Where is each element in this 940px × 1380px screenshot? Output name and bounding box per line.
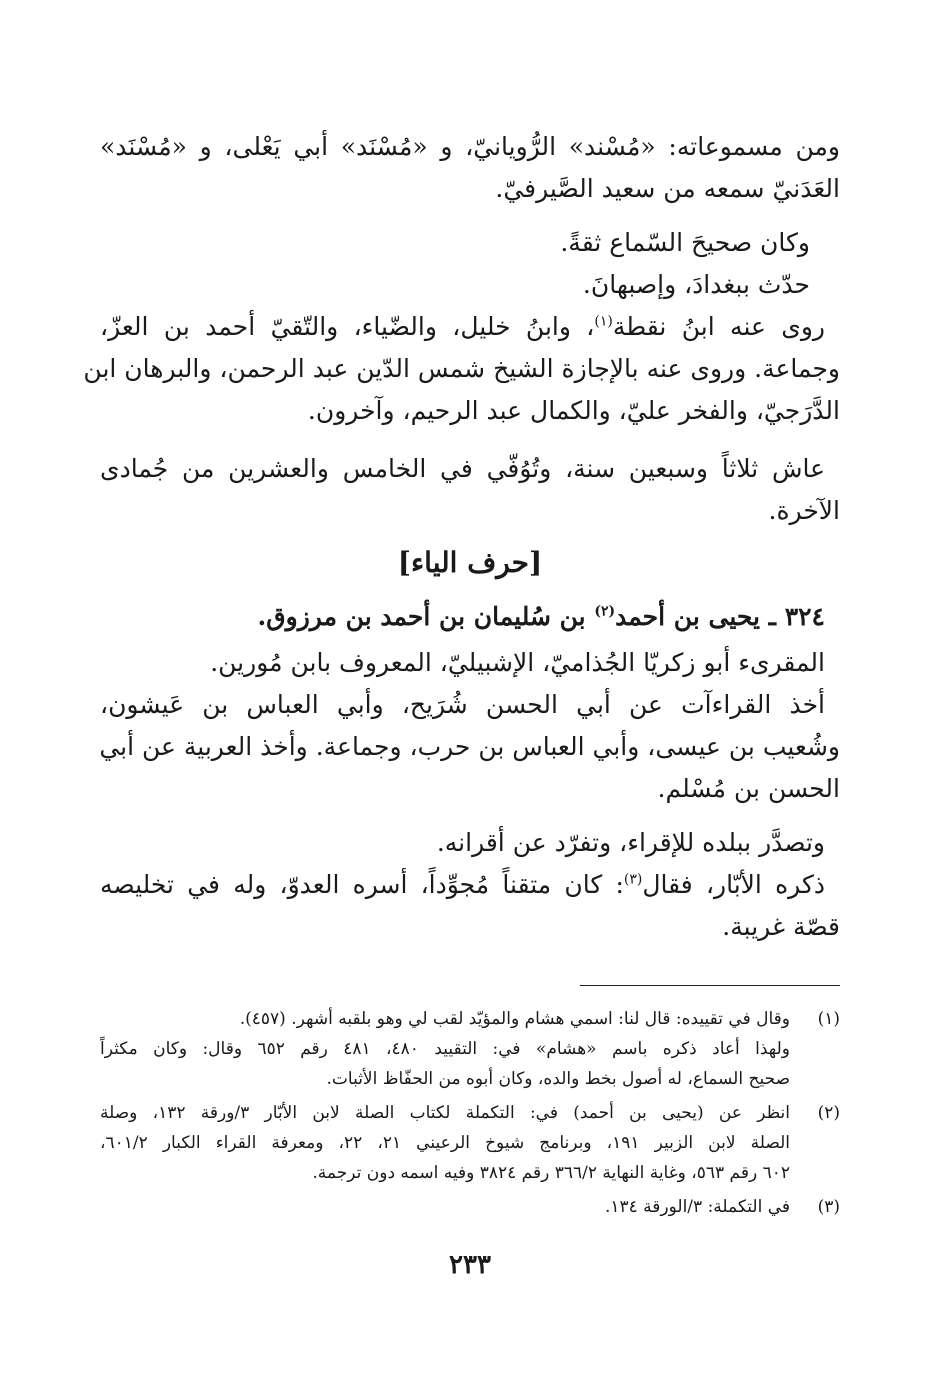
- paragraph-line: وشُعيب بن عيسى، وأبي العباس بن حرب، وجماعة. وأخذ العربية عن أبي: [99, 732, 840, 761]
- section-heading: [حرف الياء]: [397, 546, 543, 579]
- paragraph-line: أخذ القراءآت عن أبي الحسن شُرَيح، وأبي العباس بن عَيشون،: [100, 690, 825, 719]
- paragraph-line: وجماعة. وروى عنه بالإجازة الشيخ شمس الدّين عبد الرحمن، والبرهان ابن: [83, 354, 840, 383]
- text-run: ، وابنُ خليل، والضّياء، والتّقيّ أحمد بن العزّ،: [100, 312, 595, 341]
- footnote-line: انظر عن (يحيى بن أحمد) في: التكملة لكتاب الصلة لابن الأبّار ٣/ورقة ١٣٢، وصلة: [100, 1103, 791, 1123]
- footnote-line: في التكملة: ٣/الورقة ١٣٤.: [604, 1197, 790, 1217]
- page-number: ٢٣٣: [449, 1250, 491, 1280]
- paragraph-line: الدَّرَجيّ، والفخر عليّ، والكمال عبد الرحيم، وآخرون.: [307, 396, 840, 425]
- paragraph-line: حدّث ببغدادَ، وإصبهانَ.: [582, 270, 810, 299]
- text-run: روى عنه ابنُ نقطة: [612, 312, 825, 341]
- footnote-number: (١): [817, 1009, 840, 1029]
- footnote-number: (٢): [817, 1103, 840, 1123]
- entry-name: ٣٢٤ ـ يحيى بن أحمد: [615, 602, 825, 631]
- footnote-line: صحيح السماع، له أصول بخط والده، وكان أبوه من الحفّاظ الأثبات.: [326, 1069, 790, 1089]
- footnote-line: الصلة لابن الزبير ١٩١، وبرنامج شيوخ الرعيني ٢١، ٢٢، ومعرفة القراء الكبار ٦٠١/٢،: [100, 1133, 790, 1153]
- footnote-ref[interactable]: (١): [594, 313, 613, 330]
- text-run: : كان متقناً مُجوِّداً، أسره العدوّ، وله في تخليصه: [100, 870, 624, 899]
- paragraph-line: وتصدَّر ببلده للإقراء، وتفرّد عن أقرانه.: [436, 828, 825, 857]
- entry-name-rest: بن سُليمان بن أحمد بن مرزوق.: [257, 602, 595, 631]
- paragraph-line: عاش ثلاثاً وسبعين سنة، وتُوُفّي في الخامس والعشرين من جُمادى: [100, 454, 825, 483]
- text-run: ذكره الأبّار، فقال: [642, 870, 826, 899]
- footnote-separator: [580, 985, 840, 986]
- paragraph-line: [100, 304, 825, 350]
- paragraph-line: قصّة غريبة.: [722, 912, 840, 941]
- paragraph-line: العَدَنيّ سمعه من سعيد الصَّيرفيّ.: [495, 174, 840, 203]
- paragraph-line: المقرىء أبو زكريّا الجُذاميّ، الإشبيليّ، المعروف بابن مُورين.: [210, 648, 825, 677]
- paragraph-line: [100, 862, 825, 908]
- paragraph-line: الحسن بن مُسْلم.: [657, 774, 840, 803]
- paragraph-line: الآخرة.: [768, 496, 840, 525]
- footnote-line: ٦٠٢ رقم ٥٦٣، وغاية النهاية ٣٦٦/٢ رقم ٣٨٢٤ وفيه اسمه دون ترجمة.: [312, 1163, 790, 1183]
- footnote-line: ولهذا أعاد ذكره باسم «هشام» في: التقييد ٤٨٠، ٤٨١ رقم ٦٥٢ وقال: وكان مكثراً: [100, 1039, 791, 1059]
- paragraph-line: وكان صحيحَ السّماع ثقةً.: [560, 228, 810, 257]
- footnote-number: (٣): [817, 1197, 840, 1217]
- footnote-ref[interactable]: (٣): [623, 871, 643, 888]
- footnote-ref[interactable]: (٢): [594, 603, 616, 620]
- entry-title: [100, 594, 825, 640]
- paragraph-line: ومن مسموعاته: «مُسْند» الرُّويانيّ، و «مُسْنَد» أبي يَعْلى، و «مُسْنَد»: [100, 132, 840, 161]
- footnote-line: وقال في تقييده: قال لنا: اسمي هشام والمؤيّد لقب لي وهو بلقبه أشهر. (٤٥٧).: [239, 1009, 790, 1029]
